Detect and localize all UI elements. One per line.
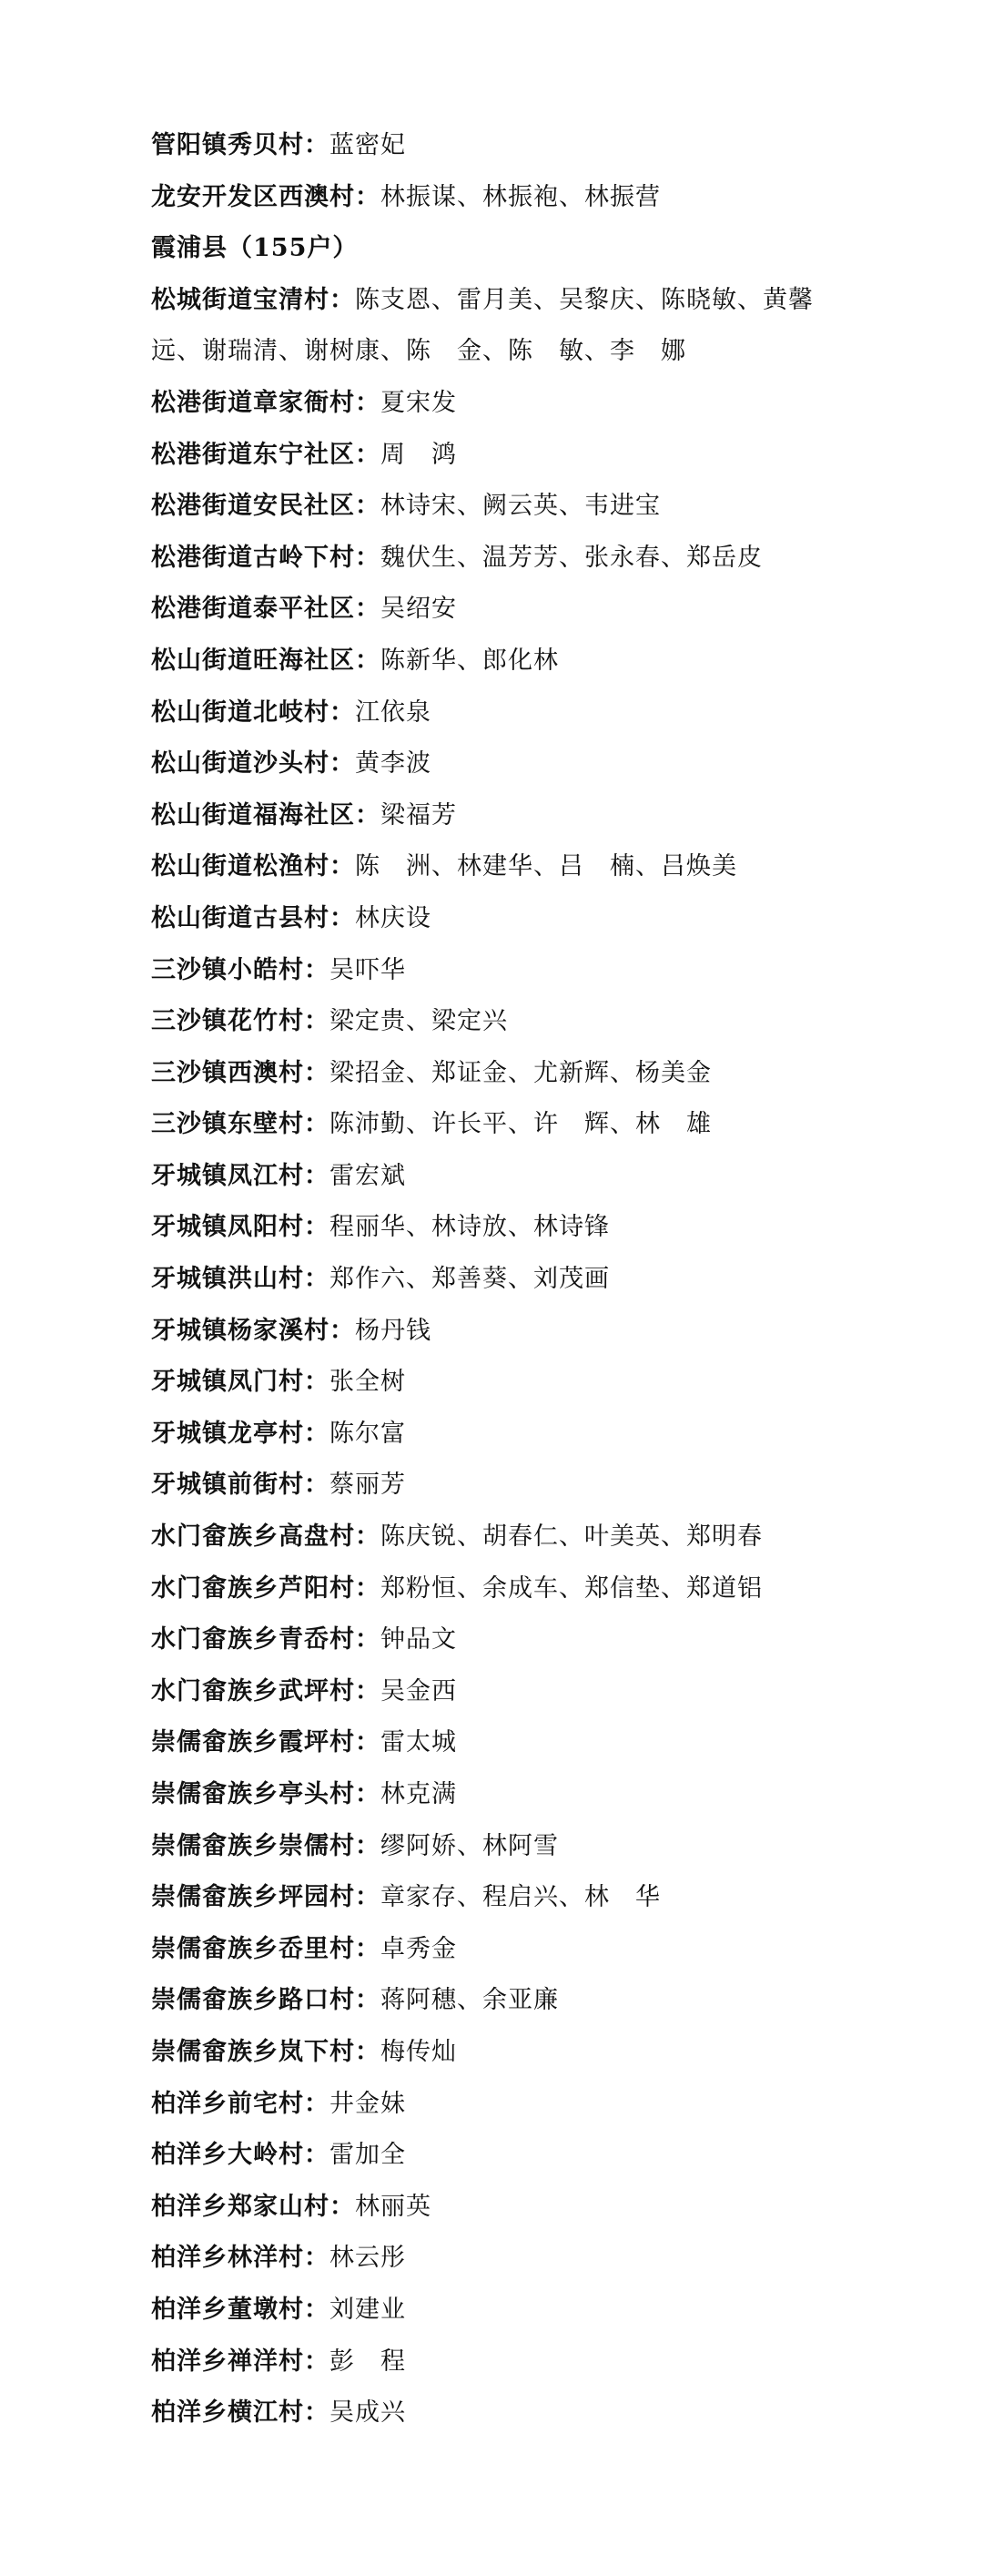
village-name: 松山街道沙头村： [151,749,355,779]
household-names: 程丽华、林诗放、林诗锋 [329,1213,610,1242]
household-names: 卓秀金 [380,1934,457,1963]
village-entry [151,893,843,945]
village-entry [151,1254,843,1306]
village-name: 水门畲族乡高盘村： [151,1522,380,1552]
village-entry [151,2079,843,2131]
village-name: 松山街道古县村： [151,903,355,932]
household-names: 井金妹 [329,2089,406,2118]
village-name: 三沙镇花竹村： [151,1007,329,1036]
county-heading [151,223,843,275]
village-entry [151,378,843,430]
household-names: 陈新华、郎化林 [380,646,559,675]
village-entry [151,738,843,790]
village-name: 牙城镇杨家溪村： [151,1316,355,1345]
village-entry [151,1924,843,1976]
household-names: 陈支恩、雷月美、吴黎庆、陈晓敏、黄馨 [355,285,814,314]
household-names: 陈尔富 [329,1419,406,1448]
household-names: 郑粉恒、余成车、郑信垫、郑道铝 [380,1573,763,1603]
household-names: 章家存、程启兴、林 华 [380,1883,661,1912]
entry-continuation-line [151,326,843,378]
village-name: 松山街道北岐村： [151,697,355,727]
village-entry [151,1048,843,1100]
village-name: 松港街道章家衙村： [151,388,380,417]
village-entry [151,1151,843,1203]
village-entry [151,172,843,224]
village-entry [151,2388,843,2439]
household-names: 蒋阿穗、余亚廉 [380,1986,559,2015]
village-entry [151,1460,843,1512]
village-name: 柏洋乡前宅村： [151,2089,329,2118]
village-entry [151,1099,843,1151]
household-names: 梅传灿 [380,2037,457,2066]
village-name: 管阳镇秀贝村： [151,131,329,159]
household-names: 周 鸿 [380,440,457,469]
village-entry [151,2285,843,2337]
village-name: 松山街道松渔村： [151,852,355,881]
household-names: 彭 程 [329,2347,406,2376]
village-entry [151,120,843,172]
village-entry [151,1614,843,1666]
village-name: 水门畲族乡武坪村： [151,1676,380,1705]
village-entry [151,945,843,997]
village-entry [151,430,843,482]
village-name: 三沙镇东壁村： [151,1110,329,1139]
village-name: 龙安开发区西澳村： [151,182,380,211]
village-entry [151,1666,843,1718]
village-entry [151,2337,843,2388]
household-names: 林诗宋、阙云英、韦进宝 [380,492,661,521]
village-name: 三沙镇小皓村： [151,955,329,984]
village-name: 松港街道安民社区： [151,492,380,521]
household-names: 林丽英 [355,2192,431,2221]
household-names: 林云彤 [329,2244,406,2273]
village-entry [151,1769,843,1821]
household-names: 梁定贵、梁定兴 [329,1007,508,1036]
village-name: 水门畲族乡青岙村： [151,1625,380,1655]
village-name: 牙城镇龙亭村： [151,1419,329,1448]
village-entry [151,996,843,1048]
village-entry [151,1821,843,1873]
village-name: 柏洋乡横江村： [151,2398,329,2428]
household-names: 林庆设 [355,903,431,932]
household-names: 吴金西 [380,1676,457,1705]
village-name: 松城街道宝清村： [151,285,355,314]
household-names: 吴绍安 [380,595,457,624]
village-entry [151,2233,843,2285]
household-names: 梁招金、郑证金、尤新辉、杨美金 [329,1058,712,1087]
names-continuation: 远、谢瑞清、谢树康、陈 金、陈 敏、李 娜 [151,337,686,366]
village-entry [151,2182,843,2234]
household-names: 蓝密妃 [329,131,406,159]
village-name: 柏洋乡董墩村： [151,2295,329,2324]
village-name: 松港街道古岭下村： [151,543,380,572]
village-name: 水门畲族乡芦阳村： [151,1573,380,1603]
village-entry [151,841,843,893]
village-name: 松山街道旺海社区： [151,646,380,675]
village-name: 柏洋乡禅洋村： [151,2347,329,2376]
household-names: 陈庆锐、胡春仁、叶美英、郑明春 [380,1522,763,1552]
village-entry [151,1357,843,1409]
village-name: 牙城镇前街村： [151,1471,329,1500]
village-entry [151,1872,843,1924]
household-names: 钟品文 [380,1625,457,1655]
village-entry [151,1512,843,1563]
village-name: 松山街道福海社区： [151,800,380,830]
household-names: 雷加全 [329,2141,406,2170]
village-entry [151,1563,843,1615]
village-name: 松港街道东宁社区： [151,440,380,469]
village-entry [151,275,843,327]
village-entry [151,2027,843,2079]
village-name: 柏洋乡林洋村： [151,2244,329,2273]
household-names: 刘建业 [329,2295,406,2324]
household-names: 林振谋、林振袍、林振营 [380,182,661,211]
village-name: 崇儒畲族乡霞坪村： [151,1728,380,1757]
household-names: 夏宋发 [380,388,457,417]
village-entry [151,584,843,636]
household-names: 缪阿娇、林阿雪 [380,1831,559,1860]
household-names: 张全树 [329,1368,406,1397]
household-names: 林克满 [380,1780,457,1808]
village-name: 崇儒畲族乡崇儒村： [151,1831,380,1860]
household-names: 杨丹钱 [355,1316,431,1345]
village-name: 崇儒畲族乡坪园村： [151,1883,380,1912]
village-name: 牙城镇洪山村： [151,1265,329,1294]
village-name: 牙城镇凤门村： [151,1368,329,1397]
village-name: 崇儒畲族乡岚下村： [151,2037,380,2066]
household-names: 陈 洲、林建华、吕 楠、吕焕美 [355,852,737,881]
village-entry [151,481,843,533]
village-entry [151,1306,843,1358]
document-page [151,120,843,2439]
village-entry [151,1975,843,2027]
household-names: 江依泉 [355,697,431,727]
village-name: 崇儒畲族乡亭头村： [151,1780,380,1808]
village-entry [151,1409,843,1461]
household-names: 梁福芳 [380,800,457,830]
village-name: 崇儒畲族乡路口村： [151,1986,380,2015]
village-entry [151,636,843,687]
household-names: 蔡丽芳 [329,1471,406,1500]
village-entry [151,2130,843,2182]
household-names: 雷宏斌 [329,1161,406,1190]
village-name: 三沙镇西澳村： [151,1058,329,1087]
household-names: 吴吓华 [329,955,406,984]
household-names: 黄李波 [355,749,431,779]
village-name: 松港街道泰平社区： [151,595,380,624]
village-entry [151,1202,843,1254]
village-name: 柏洋乡郑家山村： [151,2192,355,2221]
household-names: 雷太城 [380,1728,457,1757]
village-name: 崇儒畲族乡岙里村： [151,1934,380,1963]
household-names: 魏伏生、温芳芳、张永春、郑岳皮 [380,543,763,572]
village-entry [151,687,843,739]
village-name: 牙城镇凤阳村： [151,1213,329,1242]
household-names: 陈沛勤、许长平、许 辉、林 雄 [329,1110,712,1139]
village-name: 柏洋乡大岭村： [151,2141,329,2170]
village-name: 牙城镇凤江村： [151,1161,329,1190]
household-names: 郑作六、郑善葵、刘茂画 [329,1265,610,1294]
village-entry [151,790,843,842]
village-entry [151,1717,843,1769]
household-names: 吴成兴 [329,2398,406,2428]
county-heading-text: 霞浦县（155户） [151,234,359,263]
village-entry [151,533,843,585]
